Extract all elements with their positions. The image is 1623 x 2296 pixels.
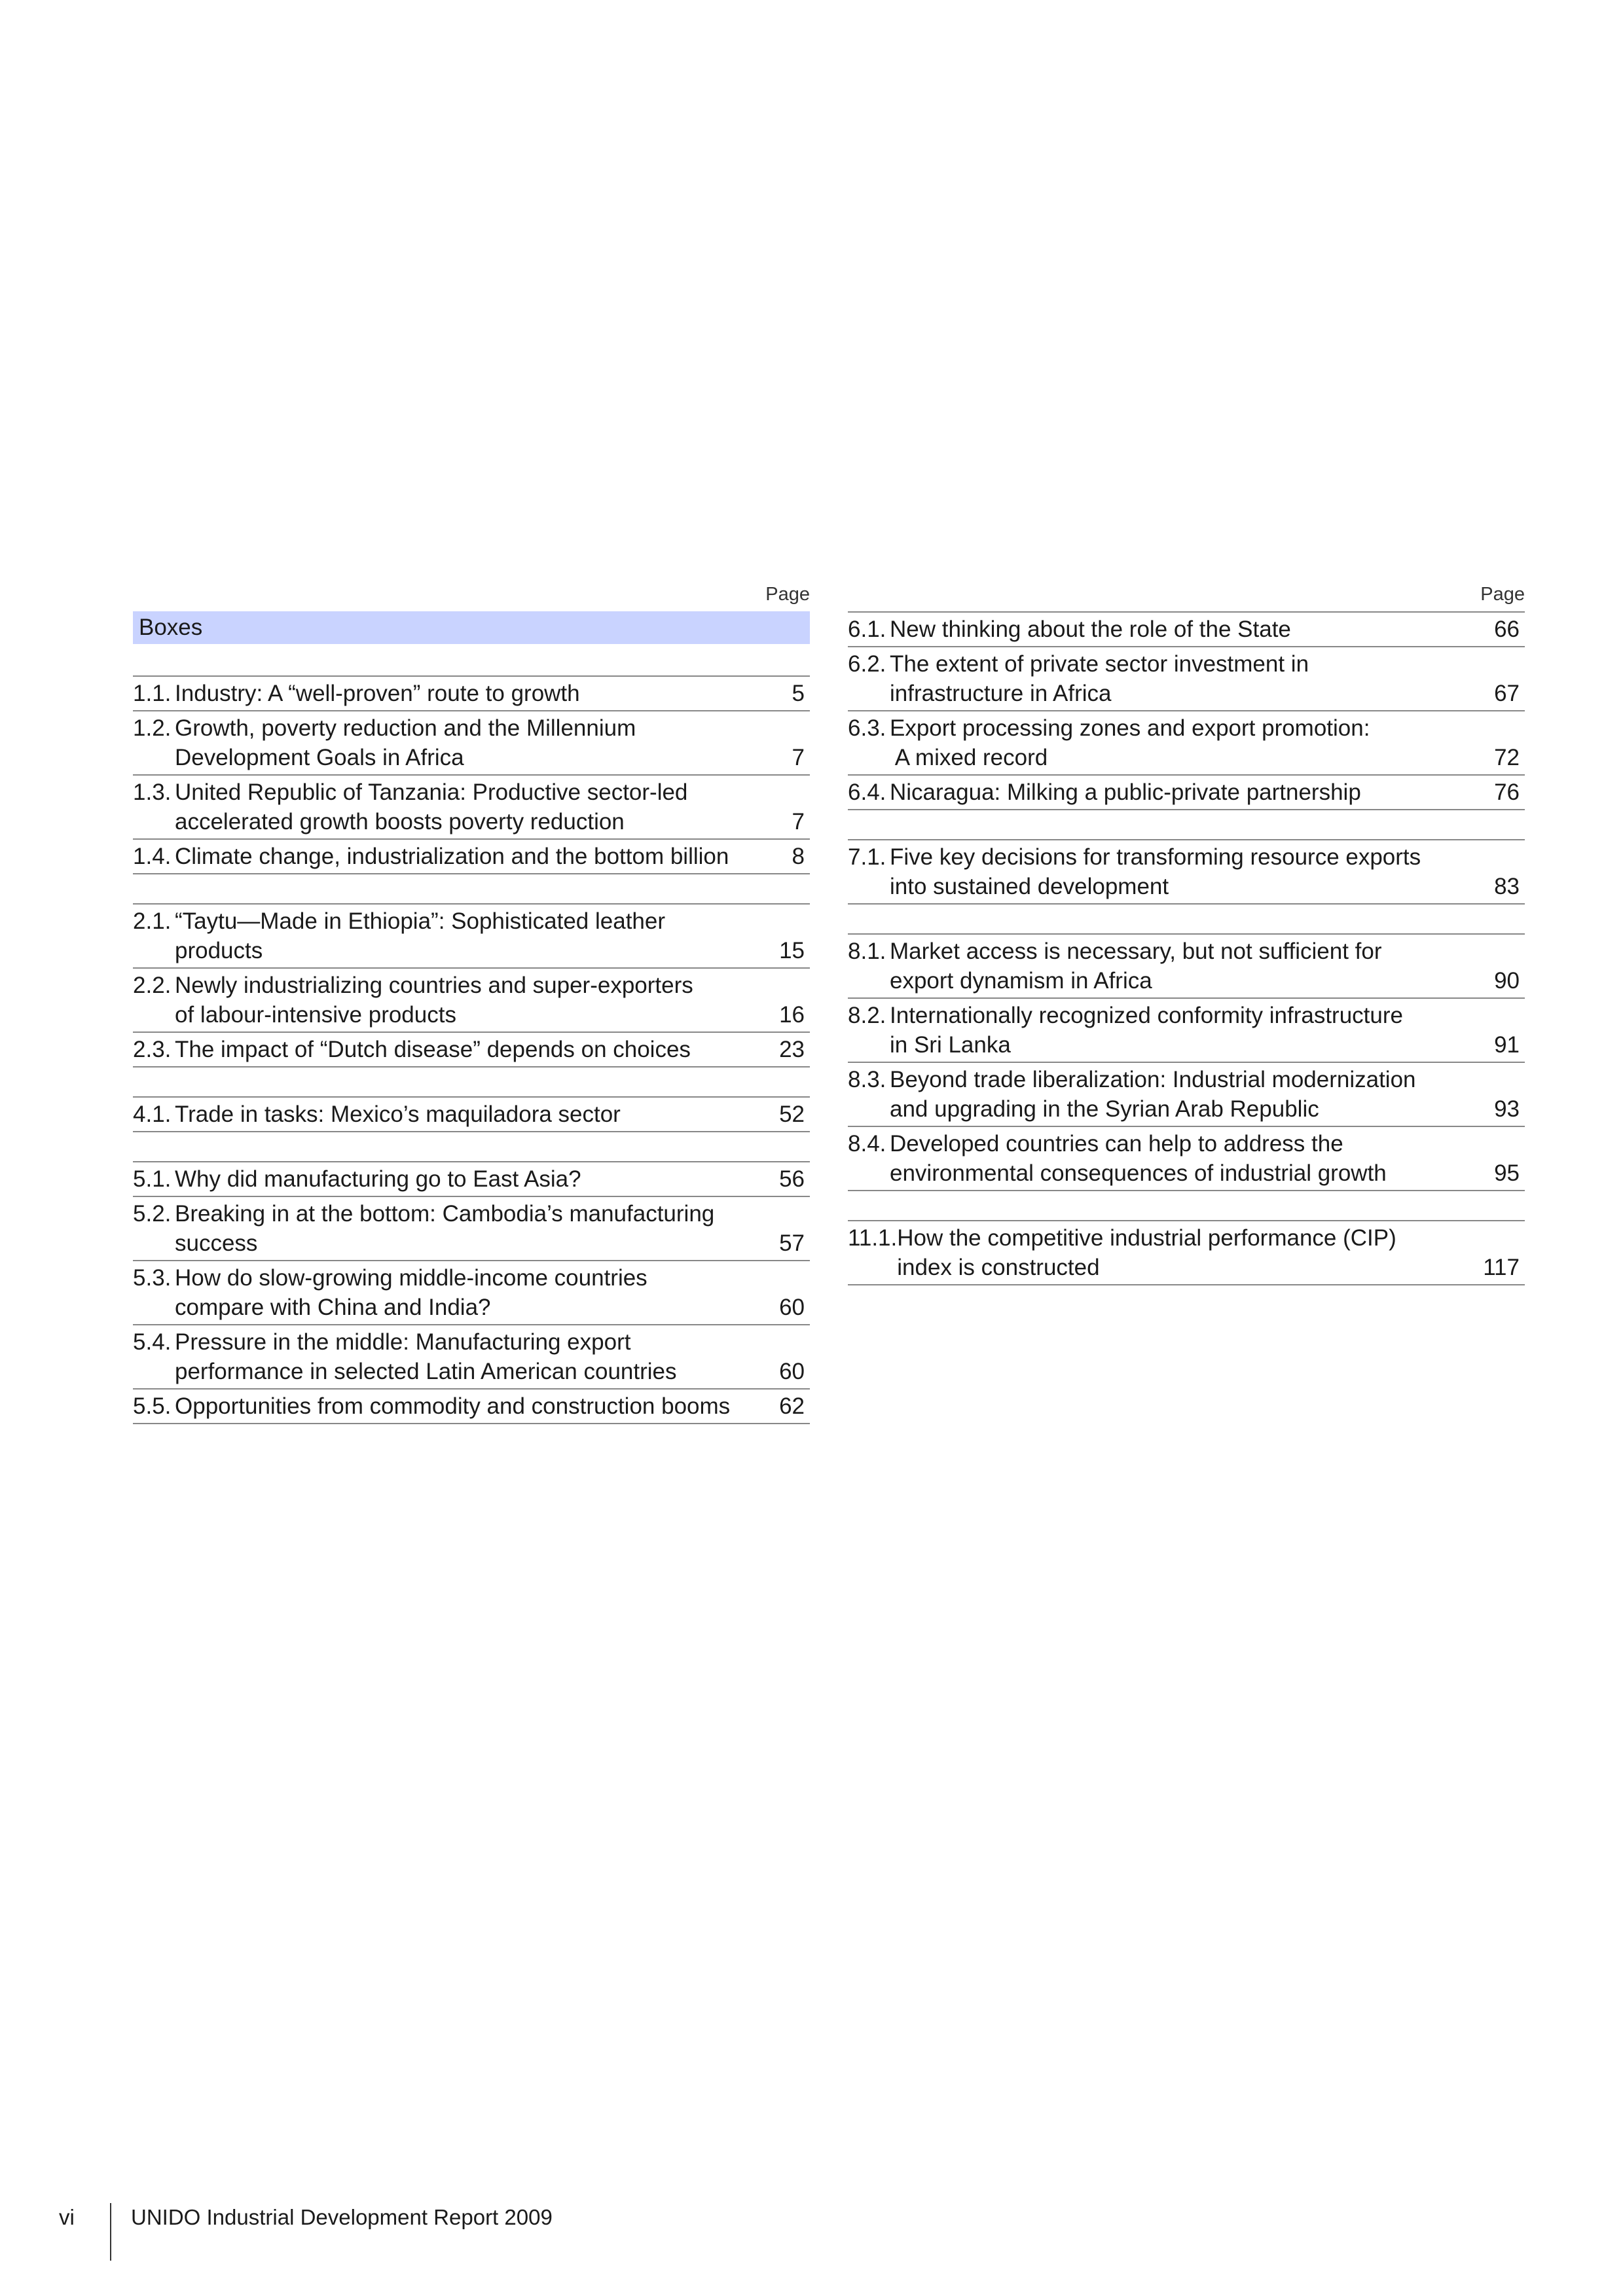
toc-entry[interactable] [848,1063,1525,1127]
entry-page-number: 15 [779,938,805,963]
toc-group [848,839,1525,905]
toc-entry[interactable] [848,1127,1525,1191]
entry-title [175,842,792,871]
entry-page-number: 67 [1494,681,1520,706]
right-entry-groups [848,611,1525,1285]
entry-number: 1.2. [133,715,172,741]
entry-page-number: 76 [1494,780,1520,805]
entry-title-line: Nicaragua: Milking a public-private partnership [890,780,1361,805]
entry-number: 1.1. [133,681,172,706]
entry-title [175,906,779,965]
entry-title [175,1327,779,1386]
entry-number: 6.2. [848,651,886,677]
entry-title-line: Beyond trade liberalization: Industrial modernization [890,1067,1416,1092]
toc-entry[interactable] [133,1197,810,1261]
entry-page-number: 52 [779,1102,805,1127]
entry-title-line: Development Goals in Africa [175,745,464,770]
entry-number: 1.4. [133,844,172,869]
entry-title [175,1164,779,1194]
page-footer [59,2203,553,2262]
entry-page-number: 60 [779,1359,805,1384]
entry-page-number: 91 [1494,1032,1520,1058]
entry-title [175,778,792,836]
entry-title-line: Market access is necessary, but not sufficient for [890,939,1382,964]
entry-title-line: Why did manufacturing go to East Asia? [175,1166,581,1192]
entry-title-line: products [175,938,263,963]
entry-title-line: environmental consequences of industrial growth [890,1160,1387,1186]
page-column-header: Page [765,584,810,605]
page-column-header: Page [1480,584,1525,605]
entry-title [175,1035,779,1064]
entry-number: 6.4. [848,780,886,805]
entry-title [890,842,1494,901]
toc-entry[interactable] [133,840,810,874]
entry-title [175,679,792,708]
toc-entry[interactable] [133,1261,810,1325]
entry-title-line: success [175,1230,258,1256]
toc-entry[interactable] [848,613,1525,647]
entry-number: 8.4. [848,1131,886,1157]
entry-number: 8.3. [848,1067,886,1092]
left-entry-groups [133,675,810,1424]
entry-title-line: Trade in tasks: Mexico’s maquiladora sector [175,1102,621,1127]
toc-entry[interactable] [133,1033,810,1067]
entry-title-line: Internationally recognized conformity infrastructure [890,1003,1403,1028]
entry-page-number: 66 [1494,617,1520,642]
report-title: UNIDO Industrial Development Report 2009 [131,2205,553,2229]
toc-entry[interactable] [133,905,810,969]
toc-entry[interactable] [133,1325,810,1390]
entry-page-number: 23 [779,1037,805,1062]
entry-title [890,778,1494,807]
entry-title-line: Pressure in the middle: Manufacturing export [175,1329,631,1355]
entry-page-number: 62 [779,1393,805,1419]
entry-title [890,937,1494,996]
entry-title-line: Growth, poverty reduction and the Millennium [175,715,636,741]
entry-page-number: 7 [792,809,805,834]
entry-title [175,1199,779,1258]
toc-entry[interactable] [133,969,810,1033]
entry-number: 2.2. [133,973,172,998]
toc-entry[interactable] [133,1162,810,1197]
entry-page-number: 16 [779,1002,805,1028]
entry-title [175,1263,779,1322]
entry-number: 6.1. [848,617,886,642]
toc-entry[interactable] [848,935,1525,999]
entry-title-line: in Sri Lanka [890,1032,1011,1058]
entry-number: 7.1. [848,844,886,870]
entry-number: 11.1. [848,1225,898,1251]
entry-title [175,713,792,772]
toc-group [133,903,810,1067]
entry-number: 8.1. [848,939,886,964]
toc-group [133,1096,810,1132]
entry-page-number: 57 [779,1230,805,1256]
entry-title-line: The extent of private sector investment in [890,651,1309,677]
entry-page-number: 7 [792,745,805,770]
toc-right-column [848,581,1525,1285]
toc-group [848,933,1525,1191]
entry-title-line: of labour-intensive products [175,1002,456,1028]
entry-title [890,649,1494,708]
toc-group [848,611,1525,810]
entry-title-line: A mixed record [890,745,1048,770]
entry-title-line: export dynamism in Africa [890,968,1152,994]
entry-page-number: 72 [1494,745,1520,770]
entry-page-number: 95 [1494,1160,1520,1186]
toc-entry[interactable] [133,711,810,776]
toc-entry[interactable] [848,647,1525,711]
entry-number: 6.3. [848,715,886,741]
entry-title-line: accelerated growth boosts poverty reduction [175,809,625,834]
entry-title-line: “Taytu—Made in Ethiopia”: Sophisticated leather [175,908,666,934]
entry-page-number: 5 [792,681,805,706]
toc-group [848,1220,1525,1285]
entry-title [890,1065,1494,1124]
entry-number: 8.2. [848,1003,886,1028]
toc-entry[interactable] [133,677,810,711]
entry-title-line: How do slow-growing middle-income countries [175,1265,647,1291]
entry-title [175,1100,779,1129]
entry-title-line: Developed countries can help to address the [890,1131,1343,1157]
entry-title-line: and upgrading in the Syrian Arab Republic [890,1096,1319,1122]
boxes-heading: Boxes [133,611,810,644]
entry-title-line: Climate change, industrialization and the bottom billion [175,844,729,869]
entry-title [175,971,779,1030]
entry-number: 2.1. [133,908,172,934]
entry-number: 4.1. [133,1102,172,1127]
toc-group [133,675,810,874]
entry-title-line: How the competitive industrial performance (CIP) [897,1225,1396,1251]
entry-title-line: The impact of “Dutch disease” depends on choices [175,1037,691,1062]
toc-entry[interactable] [848,776,1525,810]
toc-entry[interactable] [848,1221,1525,1285]
entry-page-number: 90 [1494,968,1520,994]
entry-number: 5.5. [133,1393,172,1419]
entry-title [890,713,1494,772]
footer-divider [110,2203,111,2261]
entry-number: 5.1. [133,1166,172,1192]
entry-title-line: Breaking in at the bottom: Cambodia’s manufacturing [175,1201,715,1227]
toc-entry[interactable] [848,840,1525,905]
toc-entry[interactable] [133,1390,810,1424]
toc-entry[interactable] [133,1098,810,1132]
entry-title-line: Export processing zones and export promotion: [890,715,1370,741]
entry-title [890,1001,1494,1060]
entry-page-number: 56 [779,1166,805,1192]
toc-entry[interactable] [848,711,1525,776]
entry-title-line: Opportunities from commodity and construction booms [175,1393,731,1419]
toc-left-column [133,581,810,1424]
toc-group [133,1161,810,1424]
entry-number: 5.4. [133,1329,172,1355]
entry-title-line: United Republic of Tanzania: Productive sector-led [175,780,688,805]
entry-number: 2.3. [133,1037,172,1062]
toc-entry[interactable] [848,999,1525,1063]
entry-title-line: Newly industrializing countries and super-exporters [175,973,693,998]
entry-page-number: 8 [792,844,805,869]
entry-title [175,1391,779,1421]
entry-page-number: 83 [1494,874,1520,899]
entry-title-line: index is constructed [897,1255,1100,1280]
entry-page-number: 93 [1494,1096,1520,1122]
entry-title-line: compare with China and India? [175,1295,491,1320]
entry-title-line: performance in selected Latin American countries [175,1359,677,1384]
entry-title [890,615,1494,644]
entry-title-line: New thinking about the role of the State [890,617,1291,642]
entry-title [897,1223,1483,1282]
page-number: vi [59,2205,75,2229]
entry-page-number: 117 [1483,1255,1520,1280]
entry-title-line: Industry: A “well-proven” route to growth [175,681,580,706]
entry-title-line: infrastructure in Africa [890,681,1112,706]
entry-title [890,1129,1494,1188]
entry-number: 5.2. [133,1201,172,1227]
entry-page-number: 60 [779,1295,805,1320]
toc-entry[interactable] [133,776,810,840]
entry-title-line: Five key decisions for transforming resource exports [890,844,1421,870]
entry-number: 5.3. [133,1265,172,1291]
entry-title-line: into sustained development [890,874,1169,899]
entry-number: 1.3. [133,780,172,805]
